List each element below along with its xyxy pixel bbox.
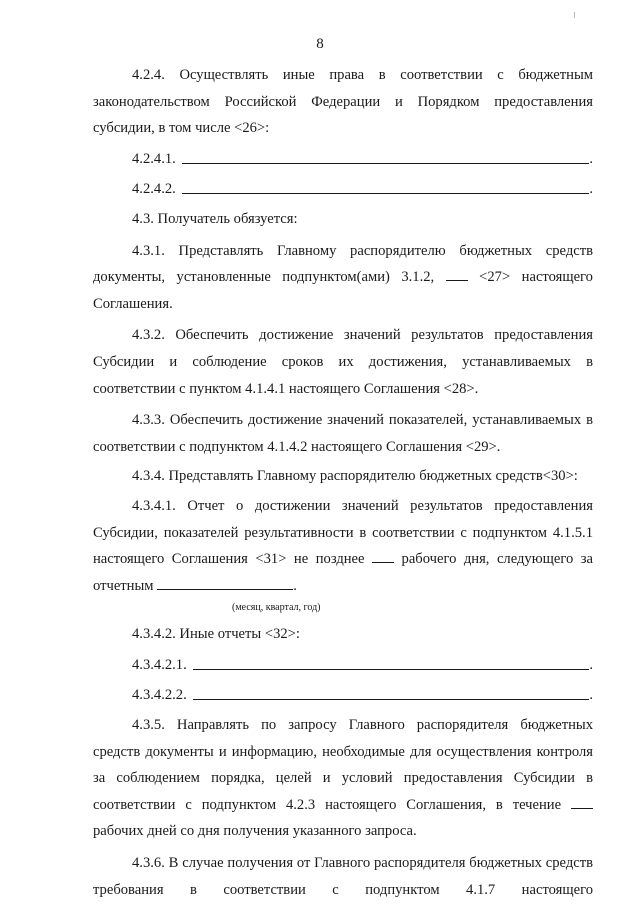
paragraph-4-2-4: 4.2.4. Осуществлять иные права в соответствии с бюджетным законодательством Российской Федерации и Порядком предоставления субсидии, в том числе <26>:: [93, 67, 593, 137]
paragraph-text: <27> настоящего Соглашения.: [93, 269, 593, 312]
paragraph-text: 4.3.4.1. Отчет о достижении значений результатов предоставления Субсидии, показателей результативности в соответствии с подпунктом 4.1.5.1 настоящего Соглашения <31> не позднее: [93, 497, 593, 568]
paragraph-4-3-6: 4.3.6. В случае получения от Главного распорядителя бюджетных средств требования в соответствии с подпунктом 4.1.7 настоящего: [93, 855, 593, 898]
line-period: .: [589, 687, 593, 704]
blank-field: [372, 548, 394, 563]
paragraph-4-3-3: 4.3.3. Обеспечить достижение значений показателей, устанавливаемых в соответствии с подпунктом 4.1.4.2 настоящего Соглашения <29>.: [93, 412, 593, 455]
paragraph-4-3-1: [93, 238, 593, 318]
paragraph-text: рабочего дня, следующего за отчетным: [93, 551, 593, 594]
fill-line-4-2-4-1: [93, 146, 593, 173]
fill-line-4-3-4-2-2: [93, 682, 593, 709]
blank-field: [571, 794, 593, 809]
item-number: 4.3.4.2.2.: [132, 687, 187, 704]
paragraph-text: 4.3.1. Представлять Главному распорядителю бюджетных средств документы, установленные подпунктом(ами) 3.1.2,: [93, 242, 593, 286]
period-caption: (месяц, квартал, год): [232, 602, 321, 614]
paragraph-text: рабочих дней со дня получения указанного запроса.: [93, 823, 417, 840]
item-number: 4.2.4.2.: [132, 181, 176, 198]
paragraph-4-3-2: 4.3.2. Обеспечить достижение значений результатов предоставления Субсидии и соблюдение сроков их достижения, устанавливаемых в соответствии с пунктом 4.1.4.1 настоящего Соглашения <28>.: [93, 327, 593, 397]
paragraph-4-3: 4.3. Получатель обязуется:: [132, 210, 298, 227]
fill-line-4-3-4-2-1: [93, 652, 593, 679]
blank-field: [157, 575, 293, 590]
scan-artifact: [574, 12, 575, 18]
page-number: 8: [316, 36, 324, 52]
paragraph-4-3-4-2: 4.3.4.2. Иные отчеты <32>:: [132, 626, 300, 643]
line-period: .: [589, 150, 593, 167]
line-period: .: [589, 656, 593, 673]
line-period: .: [293, 577, 297, 594]
paragraph-4-3-5: [93, 712, 593, 845]
item-number: 4.2.4.1.: [132, 150, 176, 167]
document-body: [93, 62, 593, 903]
paragraph-4-3-4-1: [93, 493, 593, 599]
line-period: .: [589, 181, 593, 198]
fill-line-4-2-4-2: [93, 176, 593, 203]
blank-field: [182, 148, 590, 164]
paragraph-text: 4.3.5. Направлять по запросу Главного распорядителя бюджетных средств документы и информацию, необходимые для осуществления контроля за соблюдением порядка, целей и условий предоставления Субсидии в соответствии с подпунктом 4.2.3 настоящего Соглашения, в течение: [93, 717, 593, 813]
blank-field: [182, 178, 590, 194]
paragraph-4-3-4: 4.3.4. Представлять Главному распорядителю бюджетных средств<30>:: [132, 468, 578, 485]
blank-field: [193, 654, 590, 670]
blank-field: [446, 266, 468, 281]
item-number: 4.3.4.2.1.: [132, 656, 187, 673]
blank-field: [193, 684, 590, 700]
